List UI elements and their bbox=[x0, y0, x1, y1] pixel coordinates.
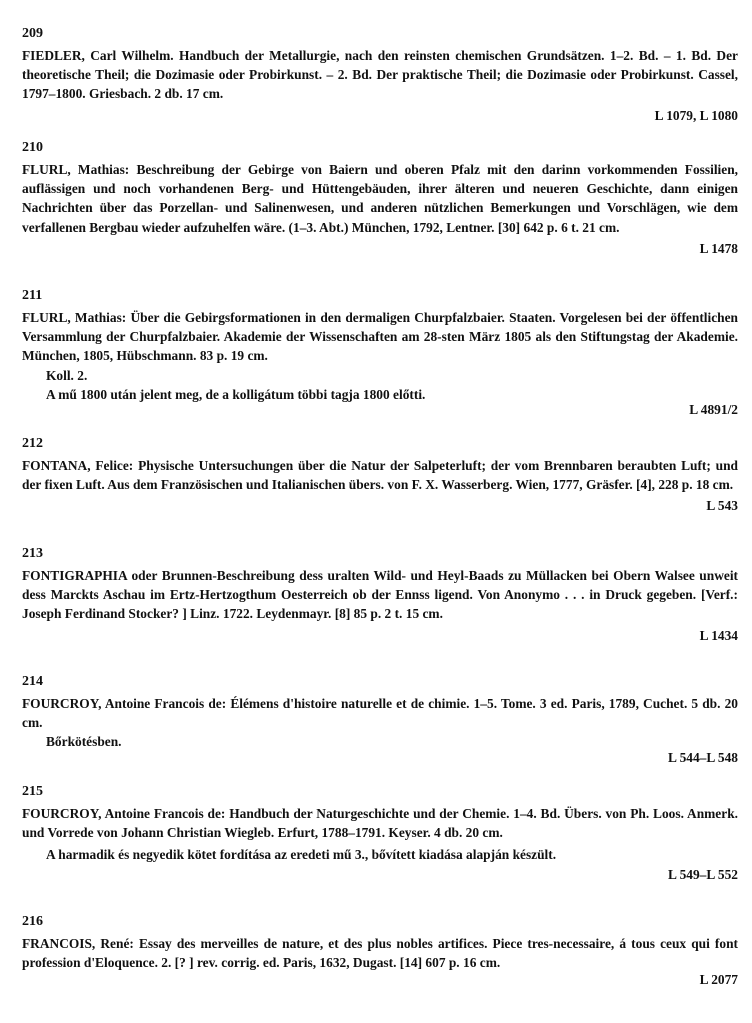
entry-reference: L 1434 bbox=[699, 627, 738, 643]
entry-note: Bőrkötésben. bbox=[46, 734, 122, 750]
catalog-entry bbox=[22, 784, 738, 884]
entry-number: 209 bbox=[22, 26, 43, 41]
entry-note: A harmadik és negyedik kötet fordítása az eredeti mű 3., bővített kiadása alapján készült. bbox=[46, 847, 557, 863]
entry-text: Essay des merveilles de nature, et des plus nobles artifices. Piece tres-necessaire, á tous ceux qui font profession d'Eloquence. 2. [? ] rev. corrig. ed. Paris, 1632, Dugast. [14] 607 p. 16 cm. bbox=[22, 936, 738, 971]
entry-text: Élémens d'histoire naturelle et de chimie. 1–5. Tome. 3 ed. Paris, 1789, Cuchet. 5 db. 20 cm. bbox=[22, 696, 738, 731]
catalog-entry bbox=[22, 674, 738, 767]
entry-note: A mű 1800 után jelent meg, de a kolligátum többi tagja 1800 előtti. bbox=[46, 386, 426, 402]
entry-number: 213 bbox=[22, 546, 43, 561]
entry-author: FIEDLER, Carl Wilhelm. bbox=[22, 48, 174, 63]
entry-reference: L 1079, L 1080 bbox=[654, 107, 738, 123]
entry-number: 215 bbox=[22, 784, 43, 799]
entry-reference: L 2077 bbox=[699, 972, 738, 988]
entry-text: Beschreibung der Gebirge von Baiern und oberen Pfalz mit den darinn vorkommenden Fossilien, auflässigen und noch vorhandenen Berg- und Hüttengebäuden, ihrer älteren und neueren Geschichte, dann einigen Nachrichten über das Porzellan- und Salinenwesen, und anderen nützlichen Bemerkungen und Vorschlägen, wie dem verfallenen Bergbau wieder aufzuhelfen wäre. (1–3. Abt.) München, 1792, Lentner. [30] 642 p. 6 t. 21 cm. bbox=[22, 162, 739, 235]
entry-number: 212 bbox=[22, 436, 43, 451]
entry-reference: L 549–L 552 bbox=[668, 866, 738, 882]
entry-reference: L 543 bbox=[706, 498, 738, 514]
entry-author: FONTANA, Felice: bbox=[22, 458, 134, 473]
catalog-entry bbox=[22, 288, 738, 419]
entry-description bbox=[22, 934, 738, 972]
entry-number: 214 bbox=[22, 674, 43, 689]
entry-text: oder Brunnen-Beschreibung dess uralten Wild- und Heyl-Baads zu Müllacken bei Obern Walsee unweit dess Marckts Aschau im Ertz-Hertzogthum Oesterreich ob der Ennss ligend. Von Anonymo . . . in Druck gegeben. [Verf.: Joseph Ferdinand Stocker? ] Linz. 1722. Leydenmayr. [8] 85 p. 2 t. 15 cm. bbox=[22, 568, 738, 622]
entry-description bbox=[22, 160, 738, 237]
entry-description bbox=[22, 308, 738, 366]
entry-text: Über die Gebirgsformationen in den dermaligen Churpfalzbaier. Staaten. Vorgelesen bei der öffentlichen Versammlung der Churpfalzbaier. Akademie der Wissenschaften am 28-sten März 1805 als den Stiftungstag der Akademie. München, 1805, Hübschmann. 83 p. 19 cm. bbox=[22, 310, 739, 364]
entry-author: FOURCROY, Antoine Francois de: bbox=[22, 696, 227, 711]
entry-reference: L 544–L 548 bbox=[668, 749, 738, 765]
entry-note: Koll. 2. bbox=[46, 367, 88, 383]
entry-text: Handbuch der Metallurgie, nach den reinsten chemischen Grundsätzen. 1–2. Bd. – 1. Bd. Der theoretische Theil; die Dozimasie oder Probirkunst. – 2. Bd. Der praktische Theil; die Dozimasie oder Probirkunst. Cassel, 1797–1800. Griesbach. 2 db. 17 cm. bbox=[22, 48, 738, 102]
entry-author: FLURL, Mathias: bbox=[22, 162, 130, 177]
entry-number: 211 bbox=[22, 288, 43, 303]
catalog-entry bbox=[22, 436, 738, 515]
catalog-entry bbox=[22, 546, 738, 645]
entry-description bbox=[22, 566, 738, 624]
entry-number: 216 bbox=[22, 914, 43, 929]
entry-description bbox=[22, 46, 738, 104]
entry-reference: L 1478 bbox=[699, 240, 738, 256]
entry-author: FOURCROY, Antoine Francois de: bbox=[22, 806, 226, 821]
catalog-entry bbox=[22, 140, 738, 258]
entry-author: FRANCOIS, René: bbox=[22, 936, 134, 951]
entry-description bbox=[22, 694, 738, 732]
catalog-entry bbox=[22, 26, 738, 125]
entry-text: Handbuch der Naturgeschichte und der Chemie. 1–4. Bd. Übers. von Ph. Loos. Anmerk. und Vorrede von Johann Christian Wiegleb. Erfurt, 1788–1791. Keyser. 4 db. 20 cm. bbox=[22, 806, 738, 841]
entry-text: Physische Untersuchungen über die Natur der Salpeterluft; der vom Brennbaren beraubten Luft; und der fixen Luft. Aus dem Französischen und Italianischen übers. von F. X. Wasserberg. Wien, 1777, Gräsfer. [4], 228 p. 18 cm. bbox=[22, 458, 738, 493]
entry-reference: L 4891/2 bbox=[689, 402, 738, 418]
entry-description bbox=[22, 804, 738, 842]
entry-author: FLURL, Mathias: bbox=[22, 310, 127, 325]
catalog-entry bbox=[22, 914, 738, 989]
entry-description bbox=[22, 456, 738, 494]
entry-author: FONTIGRAPHIA bbox=[22, 568, 127, 583]
entry-number: 210 bbox=[22, 140, 43, 155]
